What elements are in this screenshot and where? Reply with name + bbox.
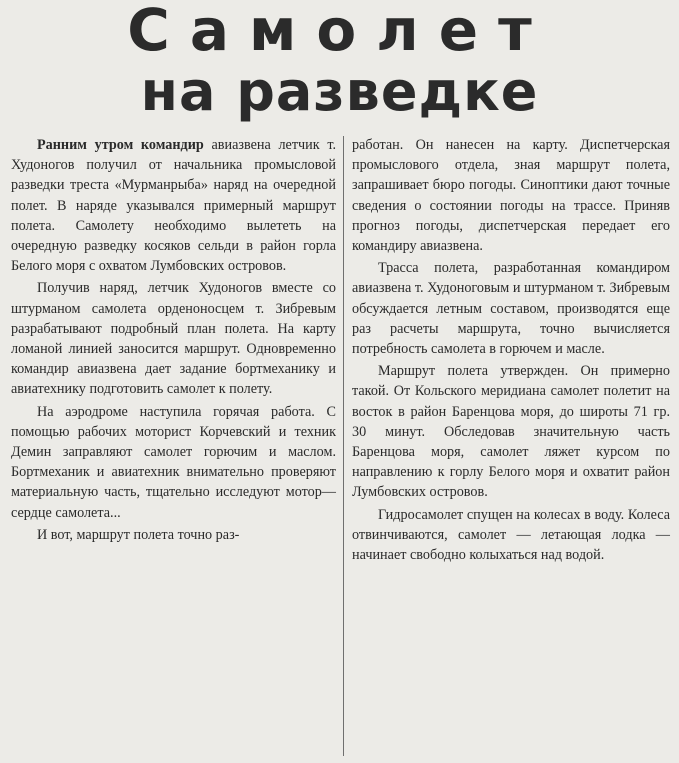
paragraph-continued bbox=[352, 135, 670, 256]
paragraph bbox=[11, 525, 336, 545]
paragraph bbox=[11, 135, 336, 276]
paragraph-text: авиазвена летчик т. Худоногов получил от начальника промысловой разведки треста «Мурманрыба» наряд на очередной полет. В наряде указывался примерный маршрут полета. Самолету необходимо вылететь на очередную разведку косяков сельди в район горла Белого моря с охватом Лумбовских островов. bbox=[11, 137, 337, 275]
paragraph-text: Трасса полета, разработанная командиром авиазвена т. Худоноговым и штурманом т. Зибревым обсуждается летным составом, производятся еще раз расчеты маршрута, точно вычисляется потребность самолета в горючем и масле. bbox=[352, 260, 670, 358]
paragraph bbox=[11, 278, 336, 399]
paragraph bbox=[11, 402, 336, 523]
paragraph-text: Гидросамолет спущен на колесах в воду. Колеса отвинчиваются, самолет — летающая лодка — начинает свободно колыхаться над водой. bbox=[352, 506, 670, 564]
lead-in-words: Ранним утром командир bbox=[37, 137, 204, 153]
paragraph bbox=[352, 505, 670, 566]
column-divider bbox=[343, 136, 344, 756]
paragraph-text: Получив наряд, летчик Худоногов вместе со штурманом самолета орденоносцем т. Зибревым разрабатывают подробный план полета. На карту ломаной линией заносится маршрут. Одновременно командир авиазвена дает задание бортмеханику и авиатехнику подготовить самолет к полету. bbox=[11, 280, 336, 398]
paragraph-text: На аэродроме наступила горячая работа. С помощью рабочих моторист Корчевский и техник Демин заправляют самолет горючим и маслом. Бортмеханик и авиатехник внимательно проверяют материальную часть, тщательно исследуют мотор—сердце самолета... bbox=[11, 403, 336, 521]
paragraph bbox=[352, 258, 670, 359]
headline-line-1: Самолет bbox=[127, 0, 552, 64]
paragraph-text: работан. Он нанесен на карту. Диспетчерская промыслового отдела, зная маршрут полета, запрашивает бюро погоды. Синоптики дают точные сведения о состоянии погоды на трассе. Приняв прогноз погоды, диспетчерская передает его командиру авиазвена. bbox=[352, 137, 670, 255]
paragraph-text: Маршрут полета утвержден. Он примерно такой. От Кольского меридиана самолет полетит на восток в район Баренцова моря, до широты 71 гр. 30 минут. Обследовав значительную часть Баренцова моря, самолет ляжет курсом по направлению к горлу Белого моря и охватит район Лумбовских островов. bbox=[352, 363, 670, 501]
paragraph bbox=[352, 361, 670, 502]
article-column-right bbox=[352, 135, 670, 567]
headline-line-2: на разведке bbox=[140, 60, 539, 123]
article-column-left bbox=[11, 135, 336, 547]
paragraph-text: И вот, маршрут полета точно раз- bbox=[37, 526, 240, 543]
